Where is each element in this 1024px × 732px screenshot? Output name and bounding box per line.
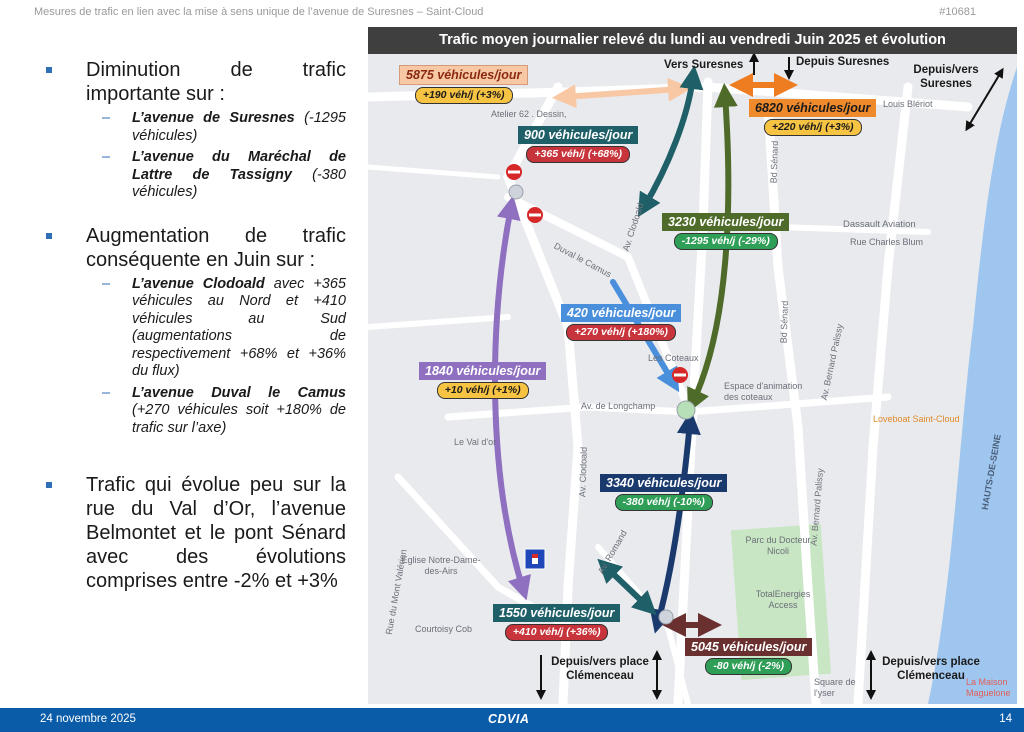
traffic-volume: 6820 véhicules/jour [749, 99, 876, 117]
traffic-volume: 5045 véhicules/jour [685, 638, 812, 656]
bullet-marker [46, 233, 52, 239]
sub-bullet-rest: (+270 véhicules soit +180% de trafic sur l’axe) [132, 402, 346, 436]
arrow-clodoald-south [606, 567, 648, 607]
map-title: Trafic moyen journalier relevé du lundi au vendredi Juin 2025 et évolution [368, 27, 1017, 54]
sensor-point [677, 401, 695, 419]
place-romand: Av. Romand [595, 528, 629, 576]
place-mont-valerien: Rue du Mont Valérien [383, 548, 409, 636]
text-depuis-suresnes: Depuis Suresnes [796, 56, 890, 68]
place-bd-senard: Bd Sénard [768, 140, 781, 184]
sub-bullet [102, 110, 346, 145]
river-seine [928, 67, 1017, 704]
dash-marker: – [102, 384, 111, 401]
traffic-volume: 5875 véhicules/jour [399, 65, 528, 85]
sub-bullet [102, 149, 346, 202]
bullet-decrease [44, 58, 346, 202]
traffic-volume: 3230 véhicules/jour [662, 213, 789, 231]
traffic-evolution: -1295 véh/j (-29%) [674, 233, 778, 250]
reference-number: #10681 [939, 6, 976, 18]
place-duval: Duval le Camus [552, 240, 614, 280]
place-bernard-palissy: Av. Bernard Palissy [808, 467, 826, 547]
sub-bullet-bold: L’avenue Duval le Camus [132, 384, 346, 401]
traffic-volume: 3340 véhicules/jour [600, 474, 727, 492]
place-les-coteaux: Les Coteaux [648, 353, 699, 363]
traffic-evolution: -80 véh/j (-2%) [705, 658, 792, 675]
traffic-label-suresnes-east [749, 99, 876, 136]
traffic-label-belmontet [685, 638, 812, 675]
traffic-volume: 420 véhicules/jour [561, 304, 681, 322]
sub-bullet-bold: L’avenue du Maréchal de Lattre de Tassigny [132, 149, 346, 183]
place-val-dor: Le Val d'or [454, 437, 497, 447]
sub-bullet-rest: (-1295 véhicules) [132, 110, 346, 144]
place-totalenergies: TotalEnergies Access [755, 589, 811, 610]
bullet-increase [44, 224, 346, 438]
traffic-evolution: +220 véh/j (+3%) [764, 119, 862, 136]
place-maguelone: La Maison Maguelone [966, 677, 1011, 698]
traffic-label-clodoald-south [493, 604, 620, 641]
traffic-evolution: -380 véh/j (-10%) [615, 494, 713, 511]
dash-marker: – [102, 110, 111, 126]
text-vers-suresnes: Vers Suresnes [664, 59, 744, 71]
dash-marker: – [102, 275, 111, 292]
traffic-evolution: +410 véh/j (+36%) [505, 624, 609, 641]
place-clodoald: Av. Clodoald [577, 446, 589, 498]
traffic-volume: 1840 véhicules/jour [419, 362, 546, 380]
place-clodoald: Av. Clodoald [620, 201, 646, 253]
traffic-evolution: +270 véh/j (+180%) [566, 324, 675, 341]
traffic-label-clodoald-north [518, 126, 638, 163]
footer-date: 24 novembre 2025 [40, 713, 136, 725]
place-atelier: Atelier 62 . Dessin, [491, 109, 567, 119]
traffic-label-lattre [600, 474, 727, 511]
one-way-icon [525, 549, 545, 569]
sub-bullet-bold: L’avenue de Suresnes [132, 110, 295, 126]
place-courtoisy: Courtoisy Cob [415, 624, 473, 634]
bullet-text: Trafic qui évolue peu sur la rue du Val d’Or, l’avenue Belmontet et le pont Sénard avec des évolutions comprises entre -2% et +3% [86, 474, 346, 592]
traffic-evolution: +10 véh/j (+1%) [437, 382, 529, 399]
sensor-point [509, 185, 523, 199]
traffic-evolution: +190 véh/j (+3%) [415, 87, 513, 104]
company-logo: CDVIA [488, 712, 530, 726]
place-louis-bleriot: Louis Blériot [883, 99, 933, 109]
footer-bar [0, 708, 1024, 732]
place-square-yser: Square de l'yser [814, 677, 856, 698]
traffic-evolution: +365 véh/j (+68%) [526, 146, 630, 163]
bullet-text: Augmentation de trafic conséquente en Juin sur : [86, 224, 346, 271]
text-depuis-vers-suresnes: Depuis/vers Suresnes [913, 64, 979, 90]
sub-bullet [102, 275, 346, 381]
sub-bullet-rest: avec +365 véhicules au Nord et +410 véhicules au Sud (augmentations de respectivement +68% et +36% du flux) [132, 275, 346, 379]
traffic-map [368, 27, 1017, 704]
place-charles-blum: Rue Charles Blum [850, 237, 924, 247]
place-dassault: Dassault Aviation [843, 219, 916, 230]
traffic-volume: 1550 véhicules/jour [493, 604, 620, 622]
text-depuis-vers-clemenceau: Depuis/vers place Clémenceau [551, 656, 649, 682]
no-entry-icon [527, 207, 543, 223]
page-number: 14 [999, 713, 1012, 725]
bullet-stable [44, 473, 346, 593]
place-bernard-palissy: Av. Bernard Palissy [818, 322, 845, 402]
traffic-label-duval [561, 304, 681, 341]
summary-text [44, 58, 346, 615]
place-loveboat: Loveboat Saint-Cloud [873, 414, 960, 424]
sub-bullet [102, 384, 346, 438]
no-entry-icon [506, 164, 522, 180]
sensor-point [659, 610, 673, 624]
sub-bullet-rest: (-380 véhicules) [132, 166, 346, 200]
place-longchamp: Av. de Longchamp [581, 401, 656, 411]
sub-bullet-bold: L’avenue Clodoald [132, 275, 265, 292]
traffic-label-val-dor [419, 362, 546, 399]
bullet-marker [46, 482, 52, 488]
text-depuis-vers-clemenceau: Depuis/vers place Clémenceau [882, 656, 980, 682]
bullet-text: Diminution de trafic importante sur : [86, 59, 346, 105]
bullet-marker [46, 67, 52, 73]
place-hauts-de-seine: HAUTS-DE-SEINE [979, 433, 1003, 511]
traffic-volume: 900 véhicules/jour [518, 126, 638, 144]
arrow-clodoald-north [644, 77, 693, 207]
traffic-label-suresnes-west [399, 65, 528, 104]
no-entry-icon [672, 367, 688, 383]
place-parc-nicoli: Parc du Docteur Nicoli [745, 535, 811, 556]
place-bd-senard: Bd Sénard [778, 300, 791, 344]
dash-marker: – [102, 149, 111, 165]
presentation-title: Mesures de trafic en lien avec la mise à sens unique de l’avenue de Suresnes – Saint-Cloud [34, 6, 484, 18]
traffic-label-avenue-suresnes [662, 213, 789, 250]
place-eglise: Église Notre-Dame-des-Airs [401, 555, 481, 576]
place-espace-coteaux: Espace d'animation des coteaux [724, 381, 803, 402]
